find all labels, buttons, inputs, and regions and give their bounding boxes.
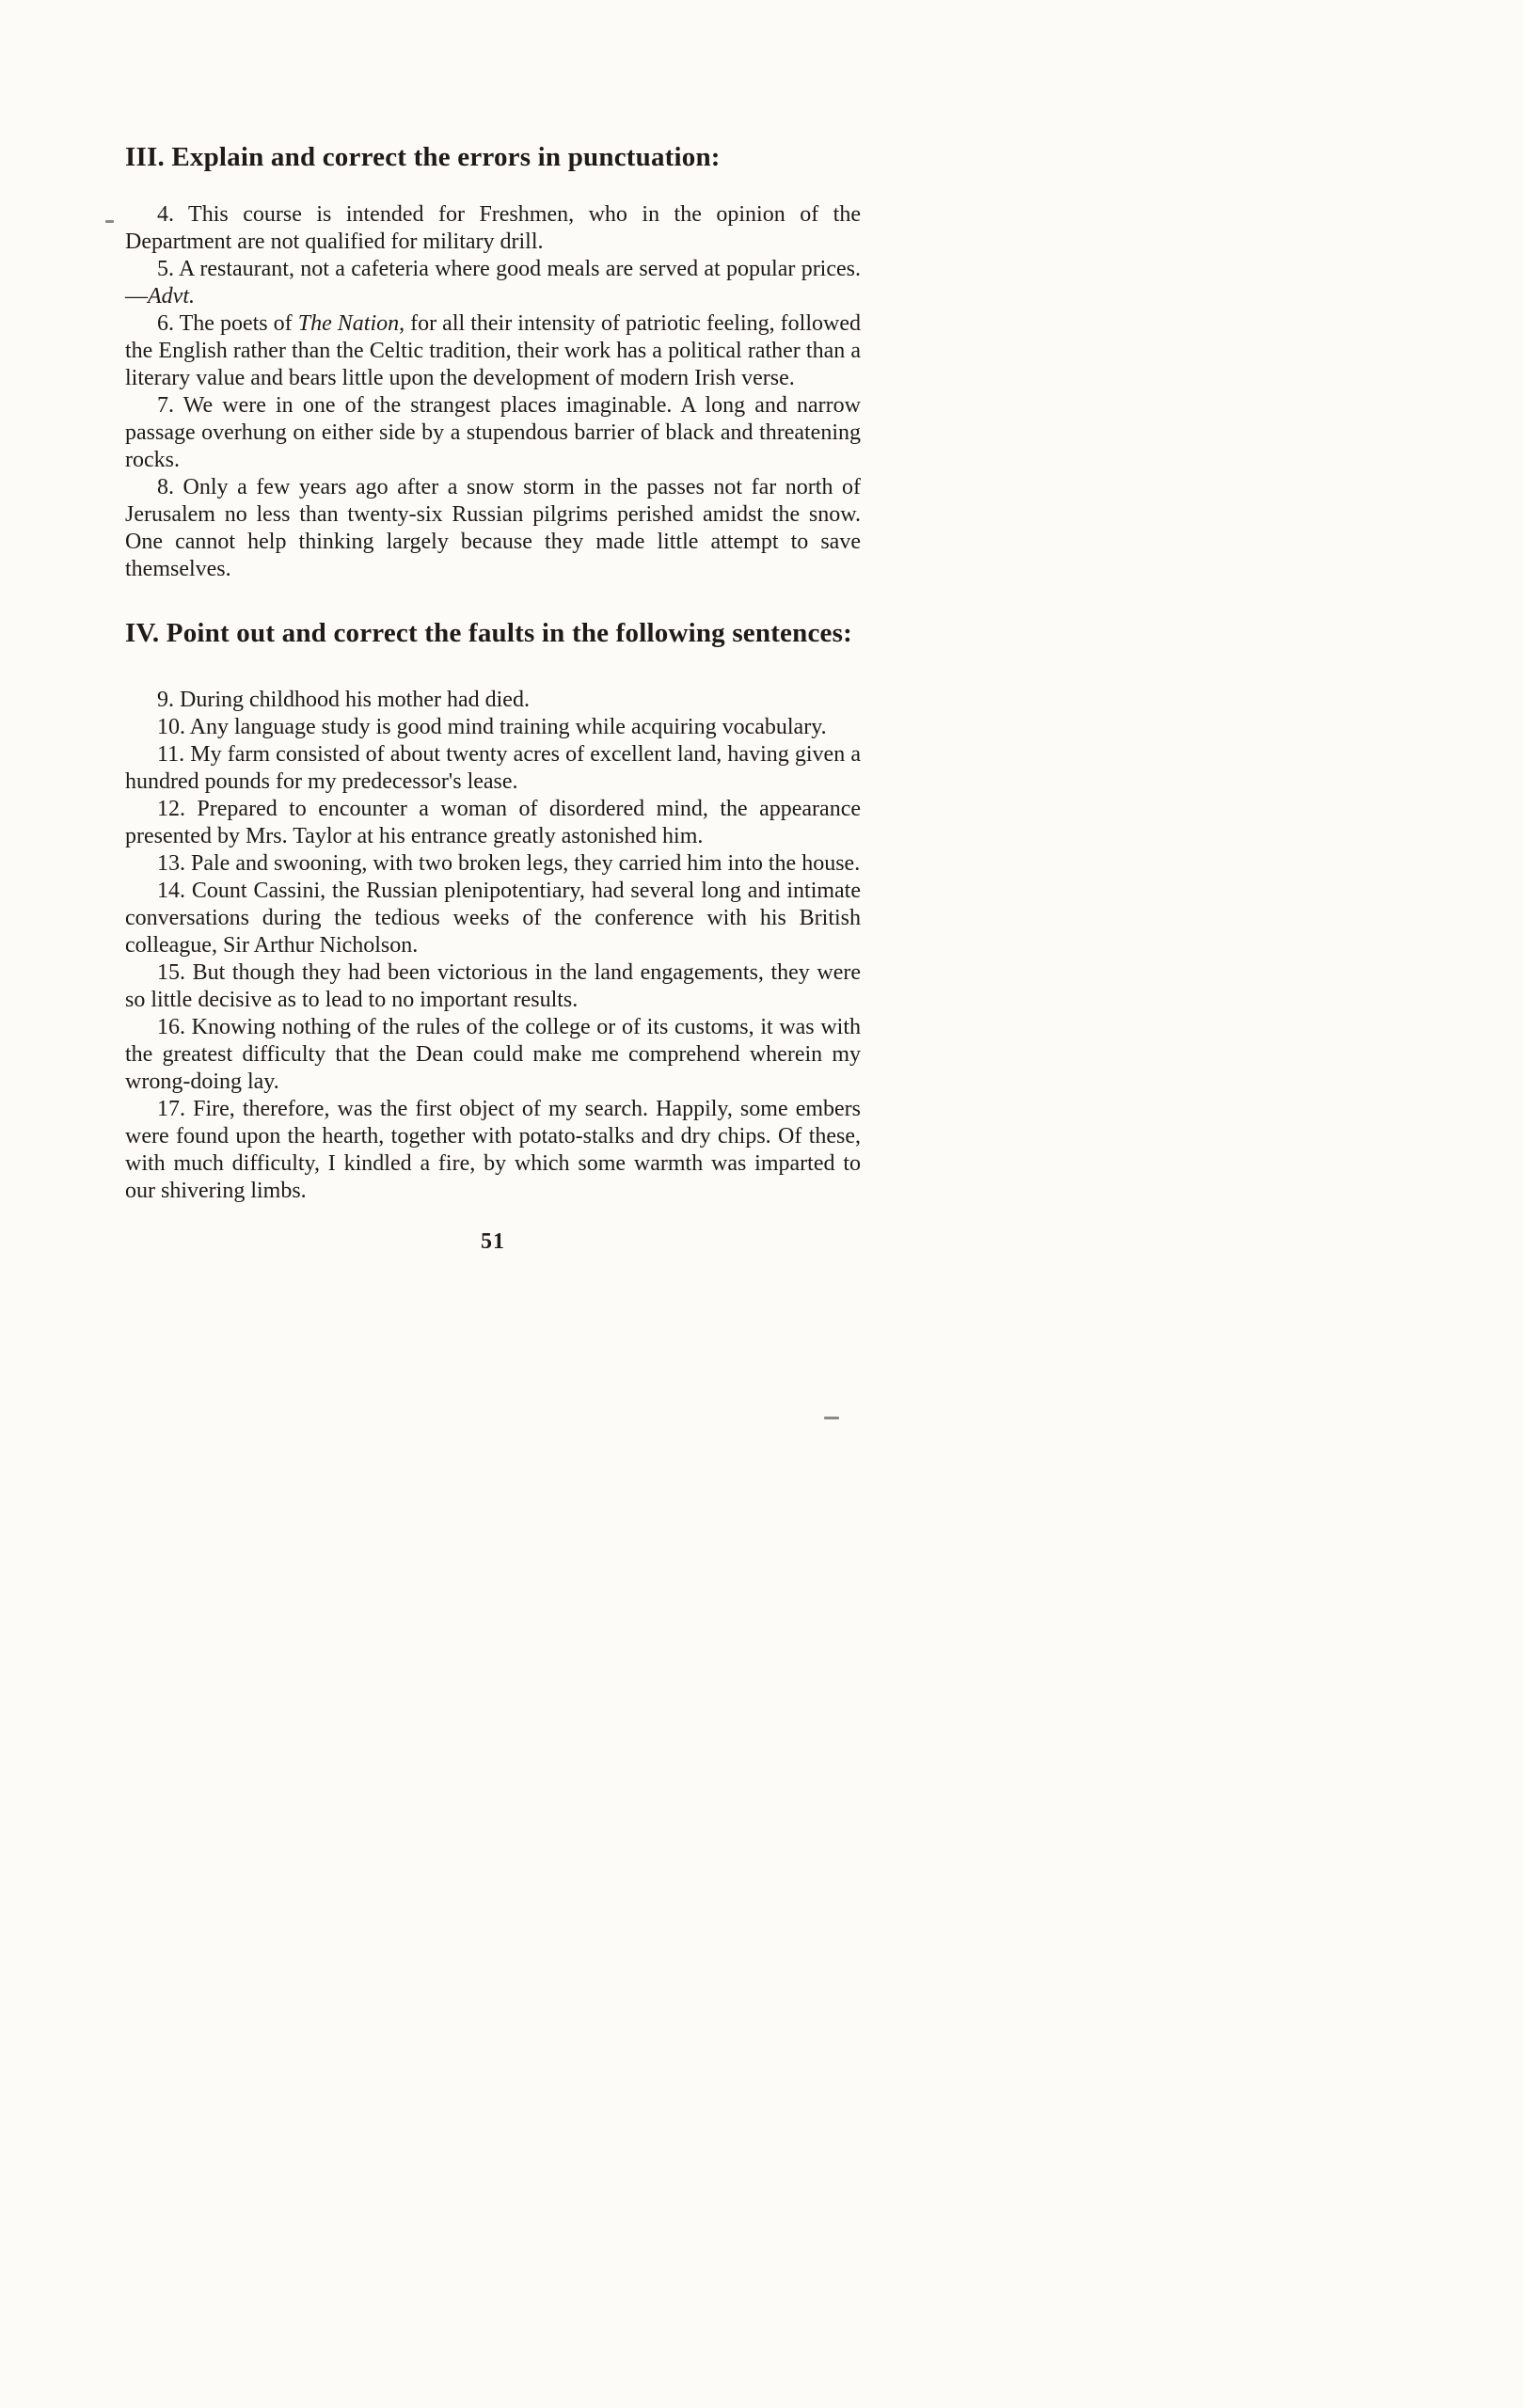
sentence-item-4: 4. This course is intended for Freshmen, who in the opinion of the Department are not qualified for military drill. (125, 202, 861, 254)
section-heading-iii: III. Explain and correct the errors in punctuation: (125, 142, 721, 172)
text-block (125, 139, 861, 1255)
sentence-item-15: 15. But though they had been victorious in the land engagements, they were so little decisive as to lead to no important results. (125, 960, 861, 1012)
sentence-item-14: 14. Count Cassini, the Russian plenipotentiary, had several long and intimate conversations during the tedious weeks of the conference with his British colleague, Sir Arthur Nicholson. (125, 879, 861, 958)
text-segment: 5. A restaurant, not a cafeteria where good meals are served at popular prices.— (125, 257, 861, 309)
sentence-item-9: 9. During childhood his mother had died. (157, 688, 530, 712)
sentence-item-12: 12. Prepared to encounter a woman of disordered mind, the appearance presented by Mrs. Taylor at his entrance greatly astonished him. (125, 797, 861, 848)
sentence-item-11: 11. My farm consisted of about twenty acres of excellent land, having given a hundred pounds for my predecessor's lease. (125, 742, 861, 794)
text-segment-italic: Advt. (148, 284, 195, 309)
page-number: 51 (481, 1229, 505, 1254)
text-segment: 6. The poets of (157, 311, 298, 336)
scan-artifact-dot (105, 220, 114, 223)
text-segment: , for all their intensity of patriotic feeling, followed the English rather than the Celtic tradition, their work has a political rather than a literary value and bears little upon the development of modern Irish verse. (125, 311, 861, 390)
sentence-item-5 (125, 256, 861, 310)
sentence-item-10: 10. Any language study is good mind training while acquiring vocabulary. (157, 715, 827, 739)
section-heading-iv: IV. Point out and correct the faults in the following sentences: (125, 618, 852, 648)
text-segment-italic: The Nation (297, 311, 400, 336)
scan-artifact-dash (824, 1417, 839, 1419)
sentence-item-6 (125, 310, 861, 392)
sentence-item-8: 8. Only a few years ago after a snow storm in the passes not far north of Jerusalem no less than twenty-six Russian pilgrims perished amidst the snow. One cannot help thinking largely because they made little attempt to save themselves. (125, 475, 861, 581)
sentence-item-13: 13. Pale and swooning, with two broken legs, they carried him into the house. (157, 851, 861, 876)
sentence-item-16: 16. Knowing nothing of the rules of the college or of its customs, it was with the greatest difficulty that the Dean could make me comprehend wherein my wrong-doing lay. (125, 1015, 861, 1094)
sentence-item-7: 7. We were in one of the strangest places imaginable. A long and narrow passage overhung on either side by a stupendous barrier of black and threatening rocks. (125, 393, 861, 472)
sentence-item-17: 17. Fire, therefore, was the first object of my search. Happily, some embers were found upon the hearth, together with potato-stalks and dry chips. Of these, with much difficulty, I kindled a fire, by which some warmth was imparted to our shivering limbs. (125, 1097, 861, 1203)
